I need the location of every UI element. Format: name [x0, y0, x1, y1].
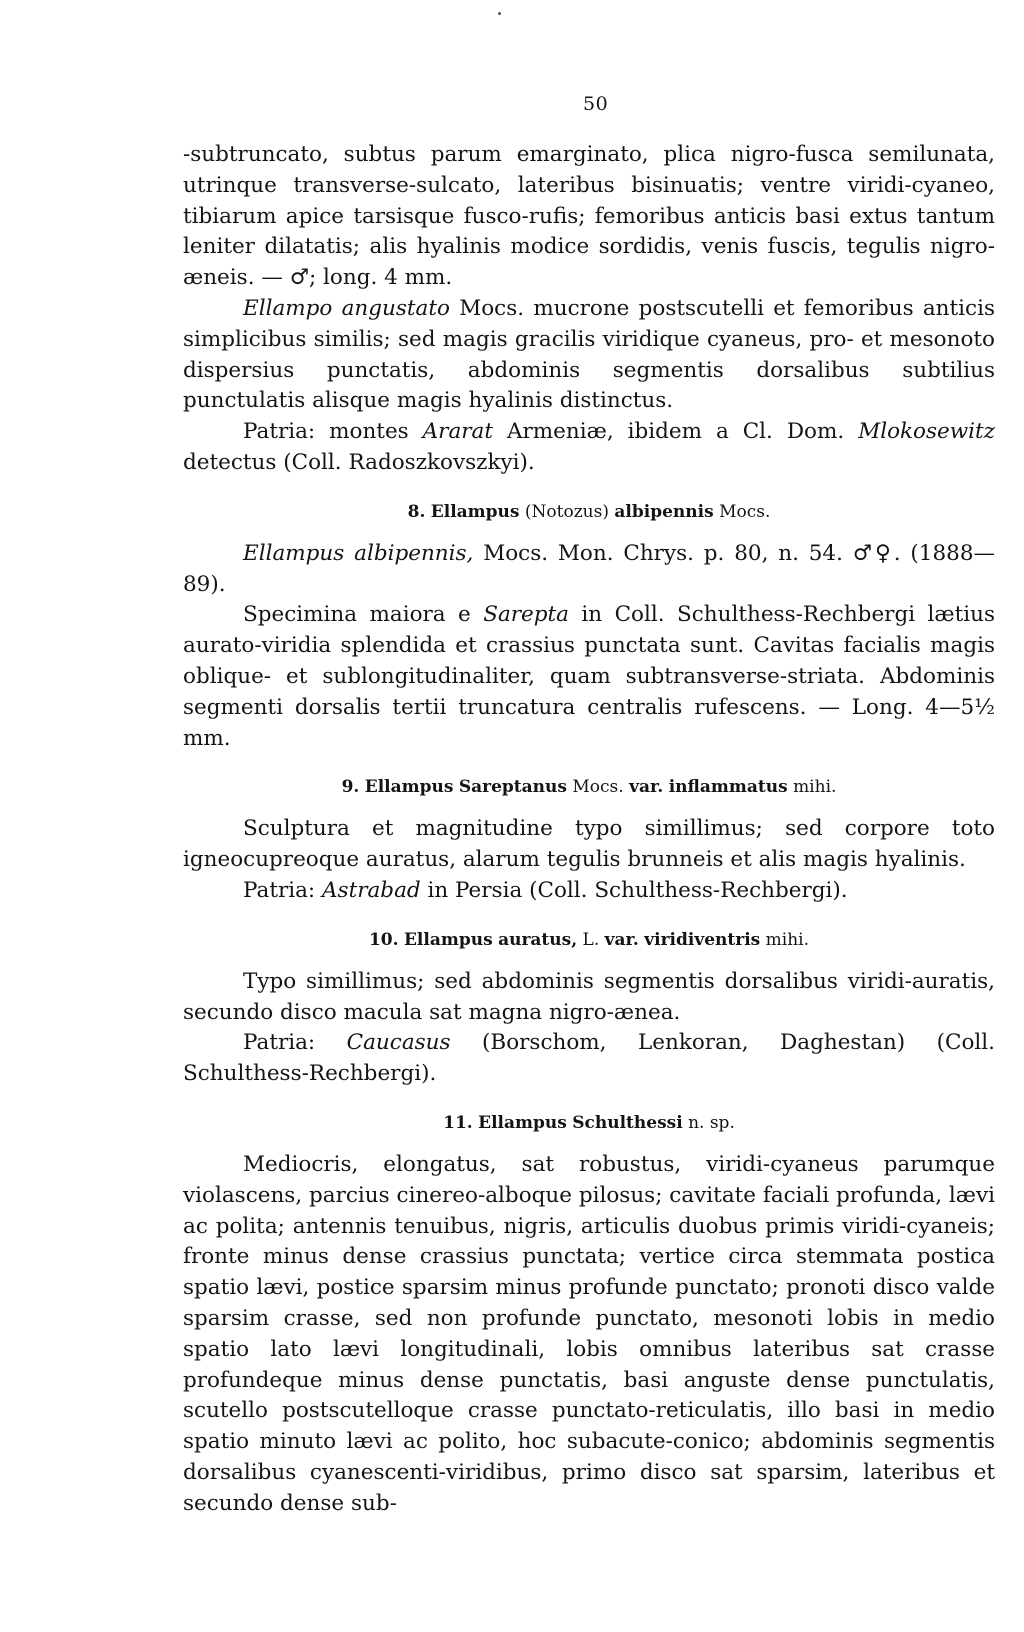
italic-place-name: Ararat — [422, 419, 494, 445]
heading-number: 11. — [443, 1112, 473, 1133]
heading-species: Schulthessi — [572, 1112, 683, 1133]
heading-genus: Ellampus — [478, 1112, 567, 1133]
page-number: 50 — [583, 93, 609, 115]
paragraph-text: Patria: montes — [243, 419, 423, 445]
paragraph-text: Armeniæ, ibidem a Cl. Dom. — [493, 419, 859, 445]
heading-author: n. sp. — [688, 1112, 735, 1133]
body-text — [183, 140, 995, 1519]
paragraph-patria-ararat — [183, 417, 995, 479]
heading-author: L. — [582, 929, 600, 950]
paragraph-ellampo-angustato — [183, 294, 995, 417]
paragraph-text: (Borschom, Lenkoran, Daghestan) (Coll. Schulthess-Rechbergi). — [183, 1030, 995, 1087]
paragraph-text: in Coll. Schulthess-Rechbergi lætius aurato-viridia splendida et crassius punctata sunt. Cavitas facialis magis oblique- et sublongitudinaliter, quam subtransverse-striata. Abdominis segmenti dorsalis tertii truncatura centralis rufescens. — Long. 4—5½ mm. — [183, 602, 996, 751]
paragraph-patria-caucasus — [183, 1028, 995, 1090]
paragraph-sculptura: Sculptura et magnitudine typo simillimus; sed corpore toto igneocupreoque auratus, alarum tegulis brunneis et alis magis hyalinis. — [183, 816, 995, 873]
species-heading-11 — [183, 1112, 995, 1134]
italic-place-name: Astrabad — [322, 877, 421, 903]
paragraph-text: Mocs. Mon. Chrys. p. 80, n. 54. ♂♀. (1888—89). — [183, 540, 995, 597]
heading-var-name: inflammatus — [668, 777, 788, 798]
heading-species: albipennis — [614, 501, 714, 522]
paragraph-text: Specimina maiora e — [243, 602, 484, 628]
italic-place-name: Caucasus — [346, 1030, 451, 1056]
heading-subgenus: (Notozus) — [524, 501, 609, 522]
heading-species: Sareptanus — [458, 777, 567, 798]
paragraph-text: Patria: — [243, 877, 323, 903]
heading-var-author: mihi. — [793, 777, 837, 798]
italic-person-name: Mlokosewitz — [858, 419, 995, 445]
paragraph-text: Patria: — [243, 1030, 347, 1056]
heading-genus: Ellampus — [364, 777, 454, 798]
species-heading-8 — [183, 501, 995, 523]
heading-number: 9. — [341, 777, 360, 798]
italic-place-name: Sarepta — [483, 602, 569, 628]
heading-author: Mocs. — [572, 777, 624, 798]
heading-number: 8. — [407, 501, 426, 522]
paragraph-patria-astrabad — [183, 876, 995, 907]
paragraph-mediocris: Mediocris, elongatus, sat robustus, viridi-cyaneus parumque violascens, parcius cinereo-alboque pilosus; cavitate faciali profunda, lævi ac polita; antennis tenuibus, nigris, articulis duobus primis viridi-cyaneis; fronte minus dense crassius punctata; vertice circa stemmata postica spatio lævi, postice sparsim minus profunde punctato; pronoti disco valde sparsim crasse, sed non profunde punctato, mesonoti lobis in medio spatio lato lævi longitudinali, lobis omnibus lateribus sat crasse profundeque minus dense punctatis, basi anguste dense punctulatis, scutello postscutelloque crasse punctato-reticulatis, illo basi in medio spatio minuto lævi ac polito, hoc subacute-conico; abdominis segmentis dorsalibus cyanescenti-viridibus, primo disco sat sparsim, lateribus et secundo dense sub- — [183, 1151, 995, 1516]
heading-var-author: mihi. — [765, 929, 810, 950]
heading-genus: Ellampus — [403, 929, 493, 950]
heading-author: Mocs. — [719, 501, 771, 522]
paragraph-text: in Persia (Coll. Schulthess-Rechbergi). — [420, 877, 848, 903]
paragraph-synonymy — [183, 539, 995, 601]
heading-var-label: var. — [604, 929, 639, 950]
heading-species: auratus, — [498, 929, 578, 950]
paragraph-specimina — [183, 600, 995, 754]
italic-species-name: Ellampo angustato — [243, 295, 450, 321]
heading-var-label: var. — [629, 777, 664, 798]
heading-number: 10. — [368, 929, 399, 950]
paragraph-text: detectus (Coll. Radoszkovszkyi). — [183, 449, 535, 475]
species-heading-10 — [183, 929, 995, 951]
paragraph-typo: Typo simillimus; sed abdominis segmentis dorsalibus viridi-auratis, secundo disco macula sat magna nigro-ænea. — [183, 968, 995, 1025]
print-speck — [498, 12, 501, 15]
italic-species-name: Ellampus albipennis, — [243, 540, 474, 566]
paragraph-text: Mocs. mucrone postscutelli et femoribus anticis simplicibus similis; sed magis gracilis viridique cyaneus, pro- et mesonoto dispersius punctatis, abdominis segmentis dorsalibus subtilius punctulatis alisque magis hyalinis distinctus. — [183, 295, 995, 414]
heading-genus: Ellampus — [430, 501, 520, 522]
heading-var-name: viridiventris — [644, 929, 761, 950]
paragraph-continuation: -subtruncato, subtus parum emarginato, plica nigro-fusca semilunata, utrinque transverse-sulcato, lateribus bisinuatis; ventre viridi-cyaneo, tibiarum apice tarsisque fusco-rufis; femoribus anticis basi extus tantum leniter dilatatis; alis hyalinis modice sordidis, venis fuscis, tegulis nigro-æneis. — ♂; long. 4 mm. — [183, 142, 995, 291]
species-heading-9 — [183, 776, 995, 798]
